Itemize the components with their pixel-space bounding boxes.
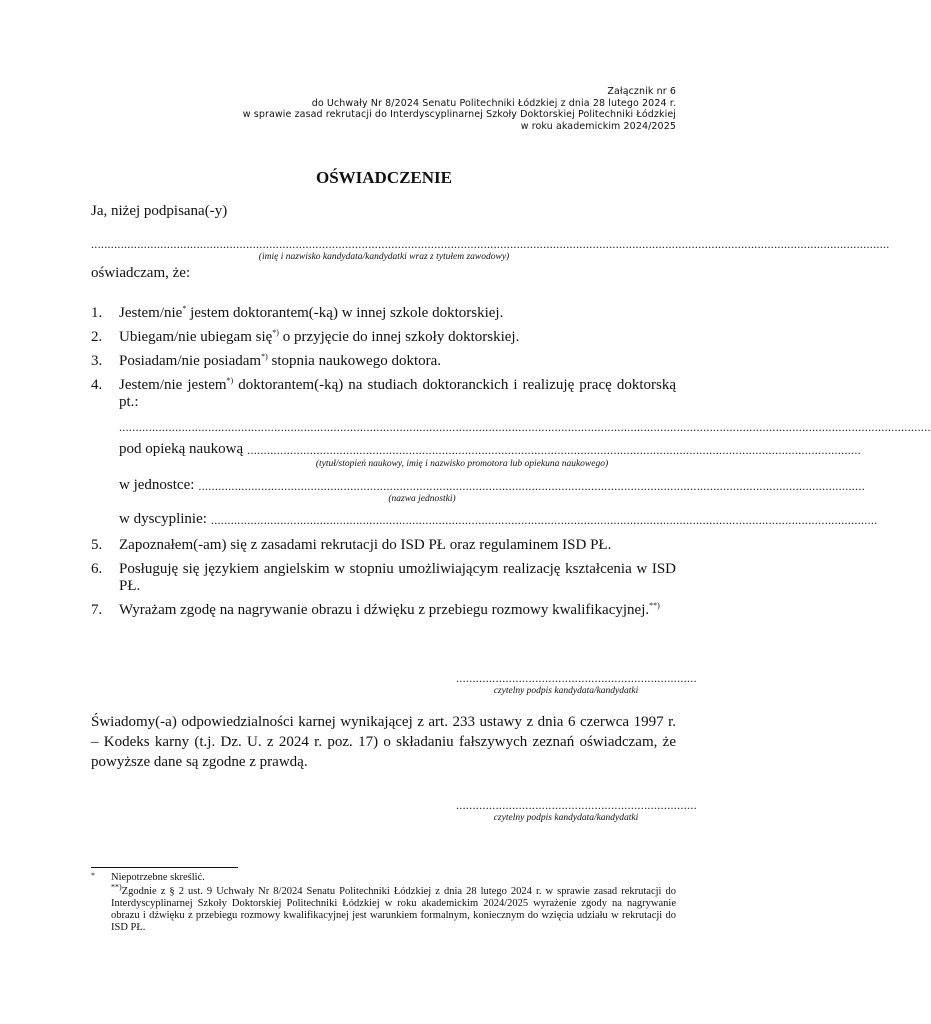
item-text: Zapoznałem(-am) się z zasadami rekrutacji do ISD PŁ oraz regulaminem ISD PŁ.: [119, 537, 612, 553]
footnote-mark: *: [91, 871, 95, 880]
item-text: o przyjęcie do innej szkoły doktorskiej.: [278, 329, 520, 345]
signature-field[interactable]: .........................................................................: [456, 798, 697, 812]
item-text: doktorantem(-ką) na studiach doktoranckich i realizuję pracę doktorską pt.:: [119, 377, 680, 410]
intro-text: Ja, niżej podpisana(-y): [91, 203, 228, 219]
annex-line: Załącznik nr 6: [607, 86, 676, 97]
supervision-caption: (tytuł/stopień naukowy, imię i nazwisko promotora lub opiekuna naukowego): [315, 459, 609, 469]
unit-field[interactable]: w jednostce: ..........................................................................................................................................................................................................: [119, 477, 866, 493]
signature-field[interactable]: .........................................................................: [456, 671, 697, 685]
item-number: 1.: [91, 305, 103, 321]
item-number: 2.: [91, 329, 103, 345]
item-number: 7.: [91, 602, 103, 618]
item-text: Ubiegam/nie ubiegam się: [119, 329, 273, 345]
annex-header: [243, 86, 676, 132]
unit-label: w jednostce:: [119, 477, 195, 493]
signature-caption: czytelny podpis kandydata/kandydatki: [493, 686, 639, 696]
item-text: Posiadam/nie posiadam: [119, 353, 262, 369]
supervision-label: pod opieką naukową: [119, 441, 244, 457]
list-item: [91, 353, 676, 370]
annex-line: w sprawie zasad rekrutacji do Interdyscyplinarnej Szkoły Doktorskiej Politechniki Łódzkiej: [242, 109, 676, 120]
list-item: [91, 305, 676, 322]
footnote: [91, 882, 676, 934]
footnote-mark: *): [226, 376, 234, 385]
thesis-title-field[interactable]: ......................................................................................................................................................................................................................................................: [119, 420, 931, 434]
list-item: [91, 537, 676, 554]
signature-block: [456, 671, 697, 696]
footnote-mark: *): [261, 352, 268, 361]
footnote-mark: **): [111, 882, 122, 892]
document-title: OŚWIADCZENIE: [315, 168, 453, 187]
item-text: Wyrażam zgodę na nagrywanie obrazu i dźwięku z przebiegu rozmowy kwalifikacyjnej.: [119, 602, 650, 618]
footnote-mark: *): [272, 328, 279, 337]
item-text: Jestem/nie: [119, 305, 183, 321]
item-text: jestem doktorantem(-ką) w innej szkole doktorskiej.: [186, 305, 504, 321]
item-text: stopnia naukowego doktora.: [267, 353, 442, 369]
name-caption: (imię i nazwisko kandydata/kandydatki wraz z tytułem zawodowy): [258, 252, 510, 262]
discipline-label: w dyscyplinie:: [119, 511, 207, 527]
name-field[interactable]: ..................................................................................................................................................................................................................................................: [91, 237, 890, 251]
footnote-mark: **): [649, 601, 660, 610]
footnote-text: Zgodnie z § 2 ust. 9 Uchwały Nr 8/2024 Senatu Politechniki Łódzkiej z dnia 28 lutego 2024 r. w sprawie zasad rekrutacji do Interdyscyplinarnej Szkoły Doktorskiej Politechniki Łódzkiej w roku akademickim 2024/2025 wyrażenie zgody na nagrywanie obrazu i dźwięku z przebiegu rozmowy kwalifikacyjnej jest warunkiem formalnym, koniecznym do wzięcia udziału w rekrutacji do ISD PŁ.: [111, 886, 676, 933]
item-number: 5.: [91, 537, 103, 553]
annex-line: w roku akademickim 2024/2025: [520, 120, 676, 132]
item-text: Jestem/nie jestem: [119, 377, 227, 393]
unit-caption: (nazwa jednostki): [388, 494, 456, 504]
footnote-text: Niepotrzebne skreślić.: [111, 872, 205, 883]
footnote: [91, 872, 676, 884]
criminal-liability-declaration: Świadomy(-a) odpowiedzialności karnej wynikającej z art. 233 ustawy z dnia 6 czerwca 1997 r. – Kodeks karny (t.j. Dz. U. z 2024 r. poz. 17) o składaniu fałszywych zeznań oświadczam, że powyższe dane są zgodne z prawdą.: [91, 714, 676, 770]
item-number: 3.: [91, 353, 103, 369]
list-item: [91, 561, 676, 595]
signature-block: [456, 798, 697, 823]
supervision-field[interactable]: pod opieką naukową ..........................................................................................................................................................................................: [119, 441, 861, 457]
list-item: [91, 329, 676, 346]
item-text: Posługuję się językiem angielskim w stopniu umożliwiającym realizację kształcenia w ISD PŁ.: [119, 561, 676, 594]
list-item: [91, 602, 676, 619]
discipline-field[interactable]: w dyscyplinie: ..........................................................................................................................................................................................................: [119, 511, 878, 527]
list-item: [91, 376, 680, 411]
footnote-divider: [91, 867, 238, 868]
item-number: 4.: [91, 377, 103, 393]
signature-caption: czytelny podpis kandydata/kandydatki: [493, 813, 639, 823]
item-number: 6.: [91, 561, 103, 577]
declare-text: oświadczam, że:: [91, 265, 191, 281]
annex-line: do Uchwały Nr 8/2024 Senatu Politechniki Łódzkiej z dnia 28 lutego 2024 r.: [311, 97, 676, 109]
footnote-mark: *: [182, 304, 187, 313]
